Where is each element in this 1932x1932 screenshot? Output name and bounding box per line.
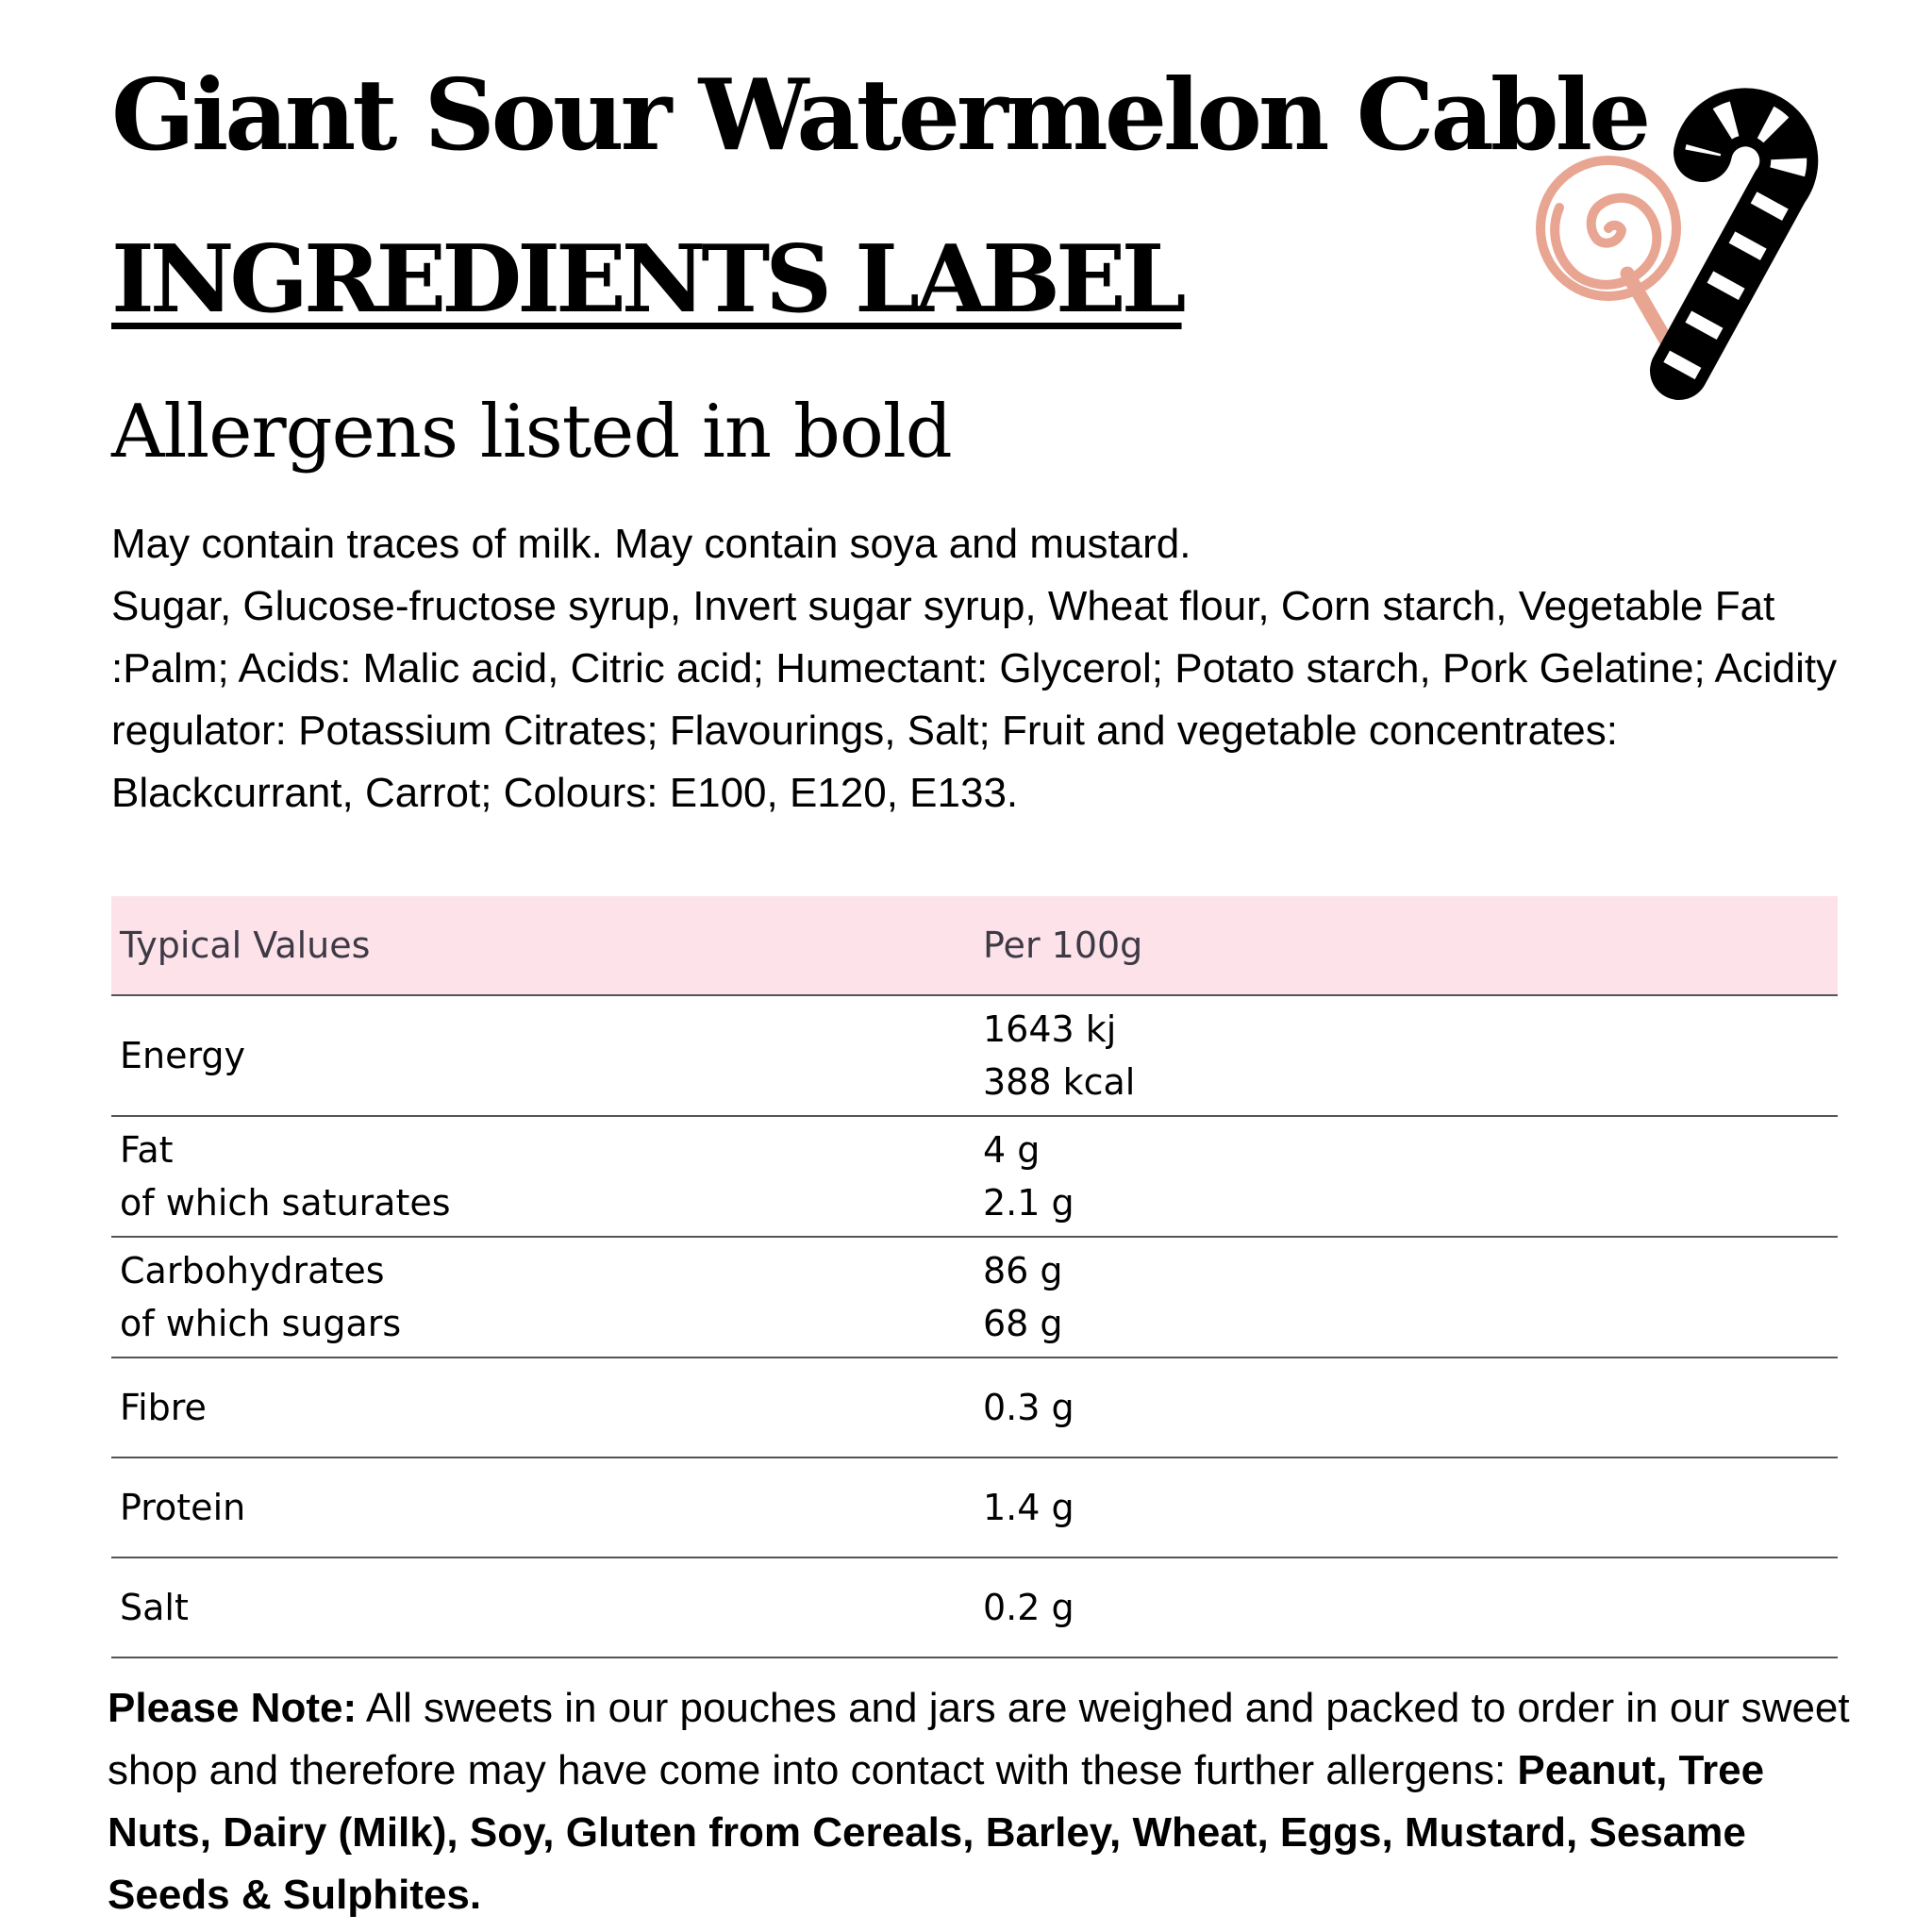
value-line: 2.1 g: [983, 1182, 1074, 1224]
nutrient-label: [111, 1457, 981, 1557]
ingredients-list: Sugar, Glucose-fructose syrup, Invert sugar syrup, Wheat flour, Corn starch, Vegetable Fat :Palm; Acids: Malic acid, Citric acid; Humectant: Glycerol; Potato starch, Pork Gelatine; Acidity regulator: Potassium Citrates; Flavourings, Salt; Fruit and vegetable concentrates: Blackcurrant, Carrot; Colours: E100, E120, E133.: [111, 583, 1838, 816]
candy-cane-icon: [1679, 117, 1789, 371]
nutrient-name: Fibre: [120, 1387, 207, 1428]
table-row: [111, 1237, 1838, 1357]
value-line: 1643 kj: [983, 1008, 1117, 1050]
note-label: Please Note:: [108, 1685, 358, 1731]
ingredients-text: [111, 513, 1857, 824]
nutrient-subname: of which sugars: [120, 1303, 402, 1344]
nutrient-name: Fat: [120, 1129, 174, 1171]
lollipop-icon: [1541, 160, 1679, 363]
nutrient-value: [981, 1116, 1838, 1237]
product-title: Giant Sour Watermelon Cable: [111, 57, 1648, 173]
nutrient-label: [111, 1357, 981, 1457]
further-allergens-list: Peanut, Tree Nuts, Dairy (Milk), Soy, Gluten from Cereals, Barley, Wheat, Eggs, Mustard, Sesame Seeds & Sulphites.: [108, 1747, 1765, 1918]
nutrient-value: [981, 1237, 1838, 1357]
value-line: 0.3 g: [983, 1387, 1074, 1428]
value-line: 1.4 g: [983, 1487, 1074, 1528]
nutrition-header-row: [111, 896, 1838, 995]
value-line: 0.2 g: [983, 1587, 1074, 1628]
value-line: 388 kcal: [983, 1061, 1136, 1103]
table-row: [111, 1457, 1838, 1557]
nutrient-label: [111, 1557, 981, 1657]
nutrient-subname: of which saturates: [120, 1182, 451, 1224]
ingredients-label-heading: INGREDIENTS LABEL: [111, 225, 1182, 334]
nutrient-name: Carbohydrates: [120, 1250, 385, 1291]
table-row: [111, 1116, 1838, 1237]
nutrient-name: Energy: [120, 1035, 246, 1076]
nutrient-label: [111, 995, 981, 1116]
note-paragraph: [108, 1677, 1862, 1926]
typical-values-header: Typical Values: [111, 896, 981, 995]
nutrient-value: [981, 1457, 1838, 1557]
table-row: [111, 1357, 1838, 1457]
nutrient-value: [981, 1357, 1838, 1457]
allergen-note: [108, 1677, 1862, 1926]
nutrient-label: [111, 1237, 981, 1357]
allergens-subheading: Allergens listed in bold: [111, 390, 952, 475]
nutrient-label: [111, 1116, 981, 1237]
value-line: 86 g: [983, 1250, 1063, 1291]
nutrient-name: Protein: [120, 1487, 246, 1528]
table-row: [111, 1557, 1838, 1657]
nutrient-value: [981, 1557, 1838, 1657]
traces-warning: May contain traces of milk. May contain soya and mustard.: [111, 521, 1191, 567]
table-row: [111, 995, 1838, 1116]
candy-icons: [1533, 75, 1873, 406]
value-line: 4 g: [983, 1129, 1041, 1171]
nutrition-table: [111, 896, 1838, 1658]
nutrient-name: Salt: [120, 1587, 189, 1628]
per-100g-header: Per 100g: [981, 896, 1838, 995]
note-text: All sweets in our pouches and jars are weighed and packed to order in our sweet shop and therefore may have come into contact with these further allergens:: [108, 1685, 1850, 1793]
nutrient-value: [981, 995, 1838, 1116]
value-line: 68 g: [983, 1303, 1063, 1344]
